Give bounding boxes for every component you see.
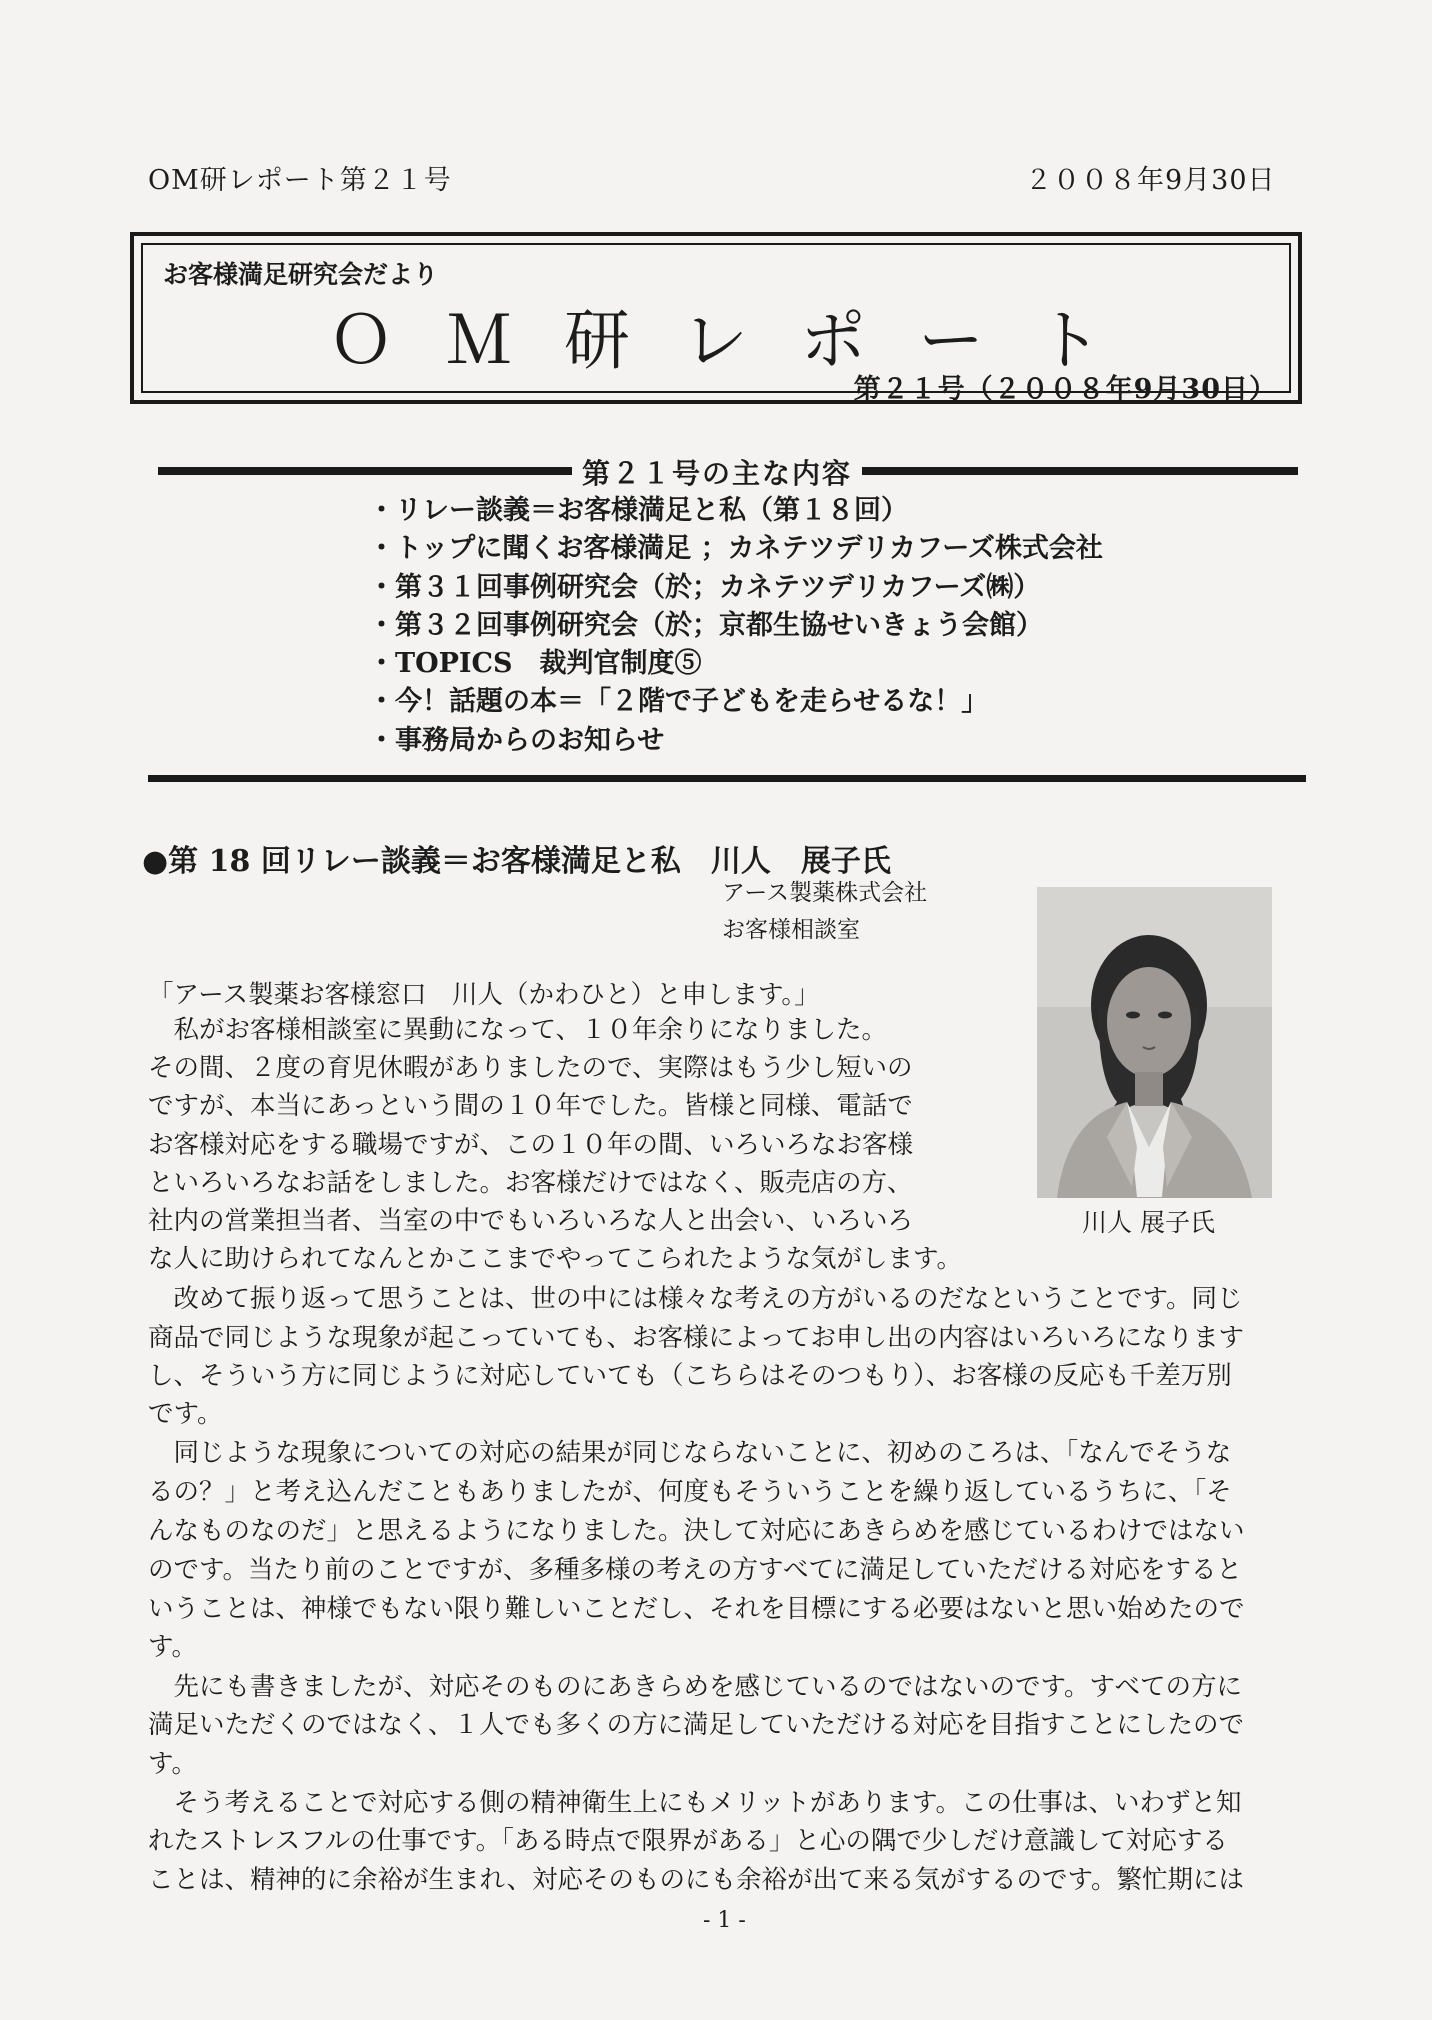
toc-item: ・TOPICS 裁判官制度⑤ (368, 648, 702, 680)
article-heading: ●第 18 回リレー談義＝お客様満足と私 川人 展子氏 (142, 844, 891, 879)
toc-bottom-rule (148, 775, 1306, 782)
affiliation-company: アース製薬株式会社 (722, 880, 928, 906)
paragraph-line: な人に助けられてなんとかここまでやってこられたような気がします。 (148, 1244, 962, 1274)
paragraph-line: お客様対応をする職場ですが、この１０年の間、いろいろなお客様 (148, 1130, 914, 1160)
paragraph-line: す。 (148, 1749, 197, 1779)
paragraph-line: のです。当たり前のことですが、多種多様の考えの方すべてに満足していただける対応をすると (148, 1555, 1242, 1585)
paragraph-line: す。 (148, 1632, 197, 1662)
toc-item: ・第３２回事例研究会（於；京都生協せいきょう会館） (368, 609, 1043, 641)
toc-item: ・今！話題の本＝「２階で子どもを走らせるな！」 (368, 686, 989, 718)
toc-list (368, 492, 1103, 760)
paragraph-line: 改めて振り返って思うことは、世の中には様々な考えの方がいるのだなということです。同じ (148, 1284, 1243, 1314)
paragraph-line: 満足いただくのではなく、１人でも多くの方に満足していただける対応を目指すことにしたので (148, 1710, 1244, 1740)
paragraph-line: し、そういう方に同じように対応していても（こちらはそのつもり）、お客様の反応も千差万別 (148, 1361, 1232, 1391)
header-date: ２００８年9月30日 (1025, 165, 1276, 196)
paragraph-line: ですが、本当にあっという間の１０年でした。皆様と同様、電話で (148, 1091, 913, 1121)
paragraph-line: そう考えることで対応する側の精神衛生上にもメリットがあります。この仕事は、いわずと知 (148, 1788, 1242, 1818)
paragraph-line: その間、２度の育児休暇がありましたので、実際はもう少し短いの (148, 1053, 913, 1083)
toc-item: ・リレー談義＝お客様満足と私（第１８回） (368, 495, 908, 526)
paragraph-line: 私がお客様相談室に異動になって、１０年余りになりました。 (148, 1015, 887, 1045)
paragraph-line: 商品で同じような現象が起こっていても、お客様によってお申し出の内容はいろいろになります (148, 1323, 1244, 1353)
title-box-subtitle: お客様満足研究会だより (163, 260, 439, 289)
paragraph-line: ことは、精神的に余裕が生まれ、対応そのものにも余裕が出て来る気がするのです。繁忙期には (148, 1865, 1244, 1895)
toc-item: ・第３１回事例研究会（於；カネテツデリカフーズ㈱） (368, 571, 1041, 603)
paragraph-line: んなものなのだ」と思えるようになりました。決して対応にあきらめを感じているわけではない (148, 1516, 1245, 1546)
page-number: - 1 - (703, 1908, 746, 1933)
paragraph-line: 先にも書きましたが、対応そのものにあきらめを感じているのではないのです。すべての方に (148, 1672, 1242, 1702)
paragraph-line: 社内の営業担当者、当室の中でもいろいろな人と出会い、いろいろ (148, 1206, 914, 1236)
paragraph-line: いうことは、神様でもない限り難しいことだし、それを目標にする必要はないと思い始めたので (148, 1594, 1245, 1624)
toc-item: ・事務局からのお知らせ (368, 724, 665, 756)
header-report-number: OM研レポート第２１号 (148, 165, 452, 196)
paragraph-line: です。 (148, 1399, 223, 1429)
issue-label: 第２１号（２００８年9月30日） (853, 374, 1277, 405)
photo-caption: 川人 展子氏 (1082, 1208, 1215, 1237)
toc-title: 第２１号の主な内容 (572, 452, 862, 492)
title-box (130, 232, 1302, 404)
masthead-title: ＯＭ研レポート (328, 302, 1154, 379)
paragraph-line: るの？」と考え込んだこともありましたが、何度もそういうことを繰り返しているうちに、「そ (148, 1477, 1232, 1507)
portrait-illustration (1037, 887, 1272, 1198)
paragraph-line: 同じような現象についての対応の結果が同じならないことに、初めのころは、「なんでそうな (148, 1438, 1232, 1468)
toc-item: ・トップに聞くお客様満足 ；カネテツデリカフーズ株式会社 (368, 533, 1103, 565)
title-box-inner-border (141, 243, 1291, 405)
paragraph-line: れたストレスフルの仕事です。「ある時点で限界がある」と心の隅で少しだけ意識して対応する (148, 1826, 1228, 1856)
affiliation-department: お客様相談室 (722, 917, 860, 943)
paragraph-line: 「アース製薬お客様窓口 川人（かわひと）と申します。」 (148, 980, 820, 1010)
paragraph-line: といろいろなお話をしました。お客様だけではなく、販売店の方、 (148, 1168, 913, 1198)
portrait-photo (1037, 887, 1272, 1198)
